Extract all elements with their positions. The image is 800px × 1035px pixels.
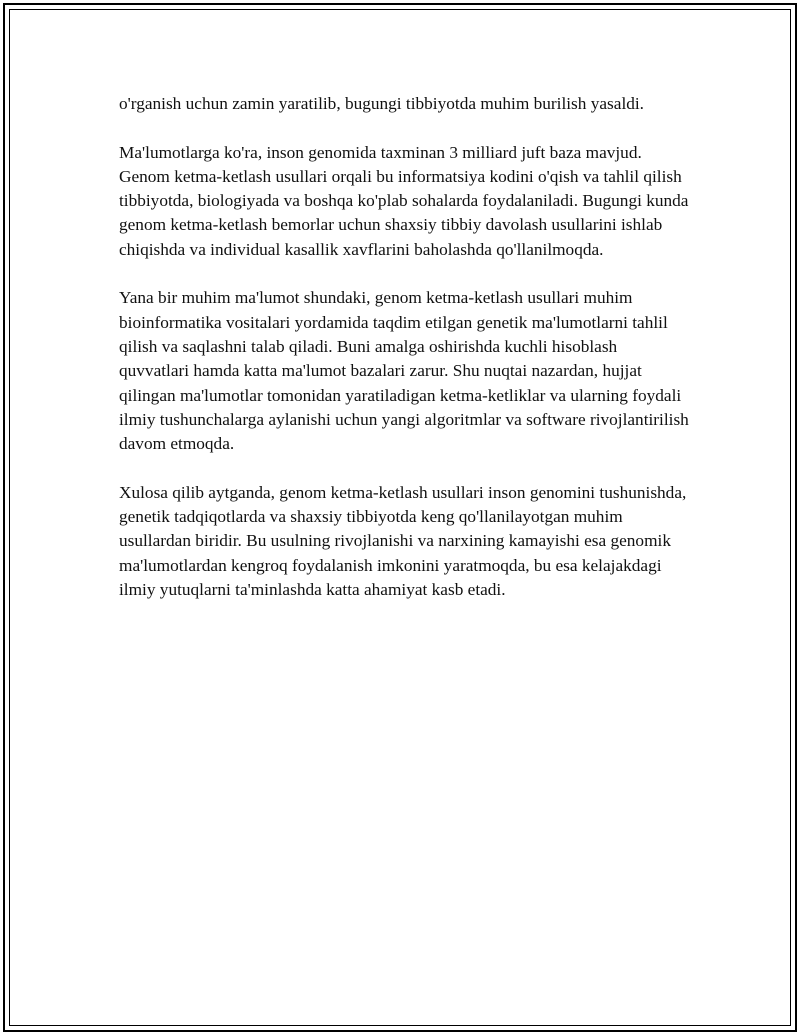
paragraph-continuation: o'rganish uchun zamin yaratilib, bugungi tibbiyotda muhim burilish yasaldi. (119, 94, 645, 113)
document-body (119, 92, 689, 627)
paragraph-bioinformatics: Yana bir muhim ma'lumot shundaki, genom ketma-ketlash usullari muhim bioinformatika vositalari yordamida taqdim etilgan genetik ma'lumotlarni tahlil qilish va saqlashni talab qiladi. Buni amalga oshirishda kuchli hisoblash quvvatlari hamda katta ma'lumot bazalari zarur. Shu nuqtai nazardan, hujjat qilingan ma'lumotlar tomonidan yaratiladigan ketma-ketliklar va ularning foydali ilmiy tushunchalarga aylanishi uchun yangi algoritmlar va software rivojlantirilish davom etmoqda. (119, 288, 689, 454)
paragraph-genome-size: Ma'lumotlarga ko'ra, inson genomida taxminan 3 milliard juft baza mavjud. Genom ketma-ketlash usullari orqali bu informatsiya kodini o'qish va tahlil qilish tibbiyotda, biologiyada va boshqa ko'plab sohalarda foydalaniladi. Bugungi kunda genom ketma-ketlash bemorlar uchun shaxsiy tibbiy davolash usullarini ishlab chiqishda va individual kasallik xavflarini baholashda qo'llanilmoqda. (119, 142, 689, 259)
paragraph-conclusion: Xulosa qilib aytganda, genom ketma-ketlash usullari inson genomini tushunishda, genetik tadqiqotlarda va shaxsiy tibbiyotda keng qo'llanilayotgan muhim usullardan biridir. Bu usulning rivojlanishi va narxining kamayishi esa genomik ma'lumotlardan kengroq foydalanish imkonini yaratmoqda, bu esa kelajakdagi ilmiy yutuqlarni ta'minlashda katta ahamiyat kasb etadi. (119, 482, 687, 599)
